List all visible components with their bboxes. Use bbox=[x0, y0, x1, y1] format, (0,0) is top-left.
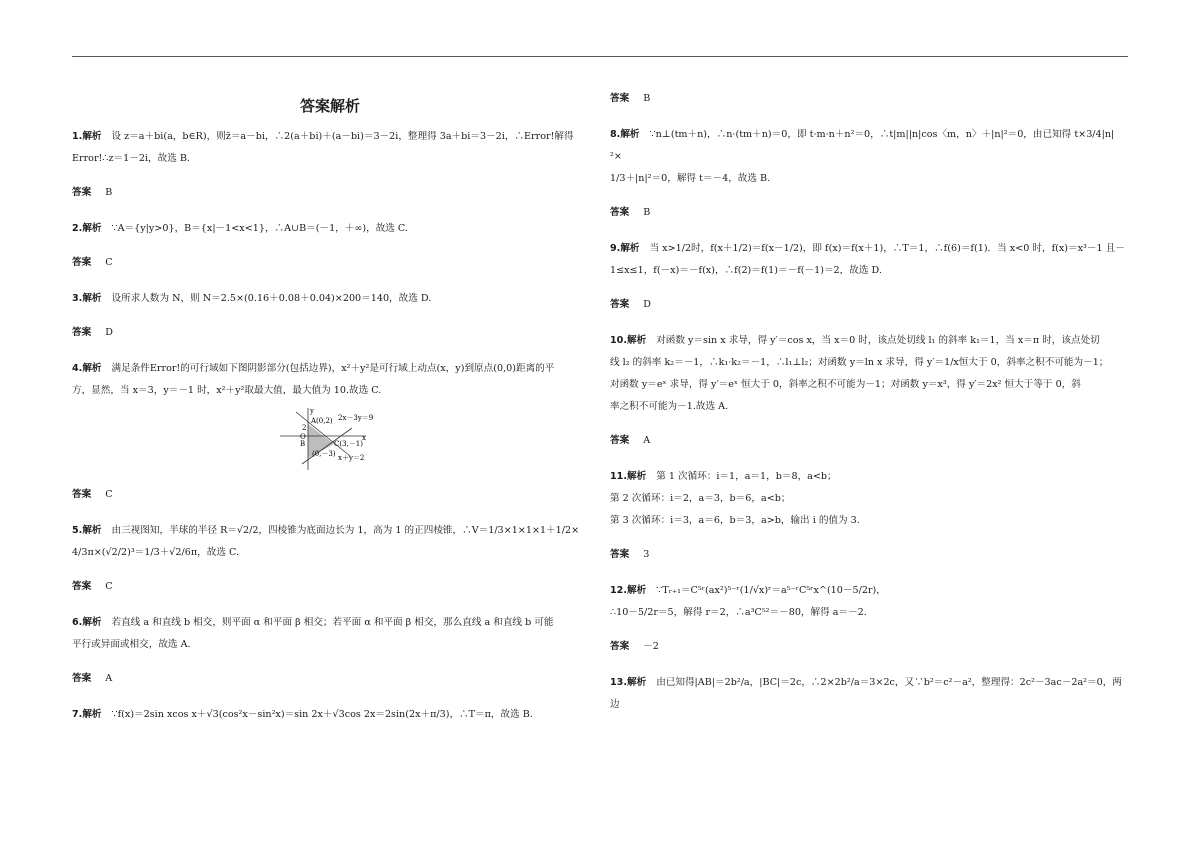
analysis-label: 解析 bbox=[82, 709, 102, 720]
answer-line bbox=[610, 544, 1126, 566]
solution-block bbox=[72, 704, 588, 726]
solution-block bbox=[610, 330, 1126, 418]
answer-line bbox=[72, 182, 588, 204]
analysis-label: 解析 bbox=[82, 525, 102, 536]
answer-label: 答案 bbox=[610, 435, 630, 446]
left-column bbox=[72, 88, 588, 738]
analysis-label: 解析 bbox=[82, 223, 102, 234]
solution-line bbox=[72, 288, 588, 310]
solution-line bbox=[72, 148, 588, 170]
problem-number: 10. bbox=[610, 335, 627, 346]
solution-text: 由三视图知，半球的半径 R＝√2/2，四棱锥为底面边长为 1，高为 1 的正四棱锥，∴V＝1/3×1×1×1＋1/2× bbox=[111, 525, 580, 536]
answer-value: －2 bbox=[643, 641, 659, 652]
analysis-label: 解析 bbox=[82, 131, 102, 142]
solution-text: 平行或异面或相交，故选 A. bbox=[72, 639, 191, 650]
solution-text: Error!∴z＝1－2i，故选 B. bbox=[72, 153, 190, 164]
right-column bbox=[610, 88, 1126, 728]
solution-text: 1/3＋|n|²＝0，解得 t＝－4，故选 B. bbox=[610, 173, 771, 184]
solution-block bbox=[610, 580, 1126, 624]
analysis-label: 解析 bbox=[627, 677, 647, 688]
problem-number: 13. bbox=[610, 677, 627, 688]
answer-label: 答案 bbox=[72, 257, 92, 268]
figure-label: C(3,－1) bbox=[334, 440, 363, 448]
answer-value: D bbox=[105, 327, 113, 338]
solution-label bbox=[610, 129, 640, 140]
analysis-label: 解析 bbox=[620, 243, 640, 254]
solution-text: ∵n⊥(tm＋n)，∴n·(tm＋n)＝0，即 t·m·n＋n²＝0，∴t|m||n|cos〈m，n〉＋|n|²＝0，由已知得 t×3/4|n|²× bbox=[610, 129, 1115, 162]
solution-block bbox=[72, 612, 588, 656]
solution-block bbox=[72, 288, 588, 310]
answer-label: 答案 bbox=[610, 299, 630, 310]
problem-number: 9. bbox=[610, 243, 621, 254]
problem-number: 1. bbox=[72, 131, 83, 142]
figure-label: A(0,2) bbox=[311, 417, 333, 425]
feasible-region-svg bbox=[278, 406, 374, 472]
figure-label: 2 bbox=[302, 424, 307, 432]
answer-label: 答案 bbox=[610, 93, 630, 104]
solution-text: 当 x>1/2时，f(x＋1/2)＝f(x－1/2)，即 f(x)＝f(x＋1)，∴T＝1，∴f(6)＝f(1)．当 x<0 时，f(x)＝x³－1 且－ bbox=[649, 243, 1125, 254]
solution-line bbox=[610, 602, 1126, 624]
solution-label bbox=[72, 363, 102, 374]
answer-value: B bbox=[643, 93, 651, 104]
figure-label: (0,－3) bbox=[312, 450, 336, 458]
figure-label: O bbox=[300, 433, 306, 441]
answer-label: 答案 bbox=[72, 581, 92, 592]
solution-text: ∴10－5/2r＝5，解得 r＝2，∴a³C⁵²＝－80，解得 a＝－2. bbox=[610, 607, 867, 618]
solution-label bbox=[72, 131, 102, 142]
problem-number: 5. bbox=[72, 525, 83, 536]
figure-label: x bbox=[362, 434, 366, 442]
solution-text: 设 z＝a＋bi(a，b∈R)，则z̄＝a－bi，∴2(a＋bi)＋(a－bi)＝3－2i，整理得 3a＋bi＝3－2i，∴Error!解得 bbox=[111, 131, 574, 142]
solution-line bbox=[610, 330, 1126, 352]
answer-label: 答案 bbox=[72, 327, 92, 338]
solution-text: 率之积不可能为－1.故选 A. bbox=[610, 401, 729, 412]
solution-line bbox=[610, 374, 1126, 396]
solution-line bbox=[610, 510, 1126, 532]
answer-value: A bbox=[105, 673, 113, 684]
figure-label: y bbox=[310, 407, 314, 415]
solution-line bbox=[610, 168, 1126, 190]
solution-label bbox=[610, 585, 646, 596]
analysis-label: 解析 bbox=[82, 617, 102, 628]
answer-line bbox=[610, 88, 1126, 110]
solution-block bbox=[610, 238, 1126, 282]
answer-line bbox=[72, 484, 588, 506]
solution-text: 方，显然，当 x＝3，y＝－1 时，x²＋y²取最大值，最大值为 10.故选 C. bbox=[72, 385, 382, 396]
solution-text: 第 2 次循环：i＝2，a＝3，b＝6，a<b； bbox=[610, 493, 791, 504]
solution-block bbox=[72, 126, 588, 170]
solution-line bbox=[610, 124, 1126, 168]
solution-label bbox=[72, 617, 102, 628]
solution-block bbox=[610, 466, 1126, 532]
answer-label: 答案 bbox=[610, 641, 630, 652]
solution-line bbox=[610, 396, 1126, 418]
solution-text: 线 l₂ 的斜率 k₂＝－1，∴k₁·k₂＝－1，∴l₁⊥l₂；对函数 y＝ln x 求导，得 y′＝1/x恒大于 0，斜率之积不可能为－1； bbox=[610, 357, 1109, 368]
answer-value: C bbox=[105, 489, 113, 500]
solution-line bbox=[72, 218, 588, 240]
solution-label bbox=[72, 223, 102, 234]
answer-line bbox=[610, 202, 1126, 224]
solution-block bbox=[72, 358, 588, 472]
answer-value: B bbox=[643, 207, 651, 218]
solution-line bbox=[610, 672, 1126, 716]
solution-text: 满足条件Error!的可行域如下图阴影部分(包括边界)，x²＋y²是可行域上动点(x，y)到原点(0,0)距离的平 bbox=[111, 363, 555, 374]
answer-line bbox=[72, 322, 588, 344]
answer-value: D bbox=[643, 299, 651, 310]
problem-number: 2. bbox=[72, 223, 83, 234]
analysis-label: 解析 bbox=[627, 585, 647, 596]
solution-line bbox=[72, 612, 588, 634]
answer-line bbox=[610, 294, 1126, 316]
solution-line bbox=[72, 358, 588, 380]
solution-block bbox=[72, 520, 588, 564]
top-rule bbox=[72, 56, 1128, 57]
solution-line bbox=[610, 466, 1126, 488]
solution-line bbox=[72, 704, 588, 726]
solution-text: 若直线 a 和直线 b 相交，则平面 α 和平面 β 相交；若平面 α 和平面 β 相交，那么直线 a 和直线 b 可能 bbox=[111, 617, 554, 628]
solution-text: ∵f(x)＝2sin xcos x＋√3(cos²x－sin²x)＝sin 2x＋√3cos 2x＝2sin(2x＋π/3)，∴T＝π，故选 B. bbox=[111, 709, 533, 720]
solution-line bbox=[610, 580, 1126, 602]
solution-line bbox=[610, 260, 1126, 282]
problem-number: 11. bbox=[610, 471, 627, 482]
figure-label: x＋y＝2 bbox=[338, 454, 365, 462]
solution-line bbox=[72, 542, 588, 564]
analysis-label: 解析 bbox=[82, 293, 102, 304]
answer-value: C bbox=[105, 257, 113, 268]
answer-label: 答案 bbox=[72, 187, 92, 198]
solution-label bbox=[610, 471, 646, 482]
answer-line bbox=[72, 668, 588, 690]
solution-text: 第 1 次循环：i＝1，a＝1，b＝8，a<b； bbox=[656, 471, 837, 482]
solution-text: 由已知得|AB|＝2b²/a，|BC|＝2c，∴2×2b²/a＝3×2c，又∵b²＝c²－a²，整理得：2c²－3ac－2a²＝0，两边 bbox=[610, 677, 1122, 710]
solution-text: 设所求人数为 N，则 N＝2.5×(0.16＋0.08＋0.04)×200＝140，故选 D. bbox=[111, 293, 432, 304]
answer-value: A bbox=[643, 435, 651, 446]
analysis-label: 解析 bbox=[620, 129, 640, 140]
solution-line bbox=[610, 238, 1126, 260]
analysis-label: 解析 bbox=[627, 471, 647, 482]
solution-block bbox=[610, 672, 1126, 716]
solution-line bbox=[610, 352, 1126, 374]
answer-line bbox=[72, 252, 588, 274]
solution-text: 第 3 次循环：i＝3，a＝6，b＝3，a>b，输出 i 的值为 3. bbox=[610, 515, 860, 526]
answer-line bbox=[610, 430, 1126, 452]
answer-value: 3 bbox=[643, 549, 650, 560]
solution-text: 1≤x≤1，f(－x)＝－f(x)，∴f(2)＝f(1)＝－f(－1)＝2，故选 D. bbox=[610, 265, 882, 276]
answer-line bbox=[610, 636, 1126, 658]
solution-label bbox=[72, 293, 102, 304]
answer-line bbox=[72, 576, 588, 598]
solution-text: 对函数 y＝sin x 求导，得 y′＝cos x，当 x＝0 时，该点处切线 l₁ 的斜率 k₁＝1，当 x＝π 时，该点处切 bbox=[656, 335, 1100, 346]
answer-label: 答案 bbox=[72, 489, 92, 500]
solution-block bbox=[72, 218, 588, 240]
figure-label: 2x－3y＝9 bbox=[338, 414, 374, 422]
feasible-region-figure bbox=[278, 406, 374, 472]
analysis-label: 解析 bbox=[627, 335, 647, 346]
solution-line bbox=[72, 380, 588, 402]
solution-label bbox=[72, 709, 102, 720]
answer-label: 答案 bbox=[610, 207, 630, 218]
page-title: 答案解析 bbox=[299, 97, 360, 115]
solution-line bbox=[72, 520, 588, 542]
problem-number: 8. bbox=[610, 129, 621, 140]
solution-line bbox=[72, 634, 588, 656]
problem-number: 3. bbox=[72, 293, 83, 304]
solution-text: ∵A＝{y|y>0}，B＝{x|－1<x<1}，∴A∪B＝(－1，＋∞)，故选 C. bbox=[111, 223, 408, 234]
solution-label bbox=[610, 243, 640, 254]
problem-number: 12. bbox=[610, 585, 627, 596]
answer-value: B bbox=[105, 187, 113, 198]
figure-label: B bbox=[300, 440, 306, 448]
analysis-label: 解析 bbox=[82, 363, 102, 374]
answer-label: 答案 bbox=[610, 549, 630, 560]
problem-number: 6. bbox=[72, 617, 83, 628]
answer-value: C bbox=[105, 581, 113, 592]
solution-label bbox=[72, 525, 102, 536]
solution-line bbox=[610, 488, 1126, 510]
solution-label bbox=[610, 677, 646, 688]
answer-label: 答案 bbox=[72, 673, 92, 684]
solution-text: 对函数 y＝eˣ 求导，得 y′＝eˣ 恒大于 0，斜率之积不可能为－1；对函数 y＝x³，得 y′＝2x² 恒大于等于 0，斜 bbox=[610, 379, 1081, 390]
problem-number: 7. bbox=[72, 709, 83, 720]
problem-number: 4. bbox=[72, 363, 83, 374]
solution-label bbox=[610, 335, 646, 346]
solution-line bbox=[72, 126, 588, 148]
solution-text: ∵Tᵣ₊₁＝C⁵ʳ(ax²)⁵⁻ʳ(1/√x)ʳ＝a⁵⁻ʳC⁵ʳx^(10－5/2r)， bbox=[656, 585, 886, 596]
solution-text: 4/3π×(√2/2)³＝1/3＋√2/6π，故选 C. bbox=[72, 547, 240, 558]
solution-block bbox=[610, 124, 1126, 190]
